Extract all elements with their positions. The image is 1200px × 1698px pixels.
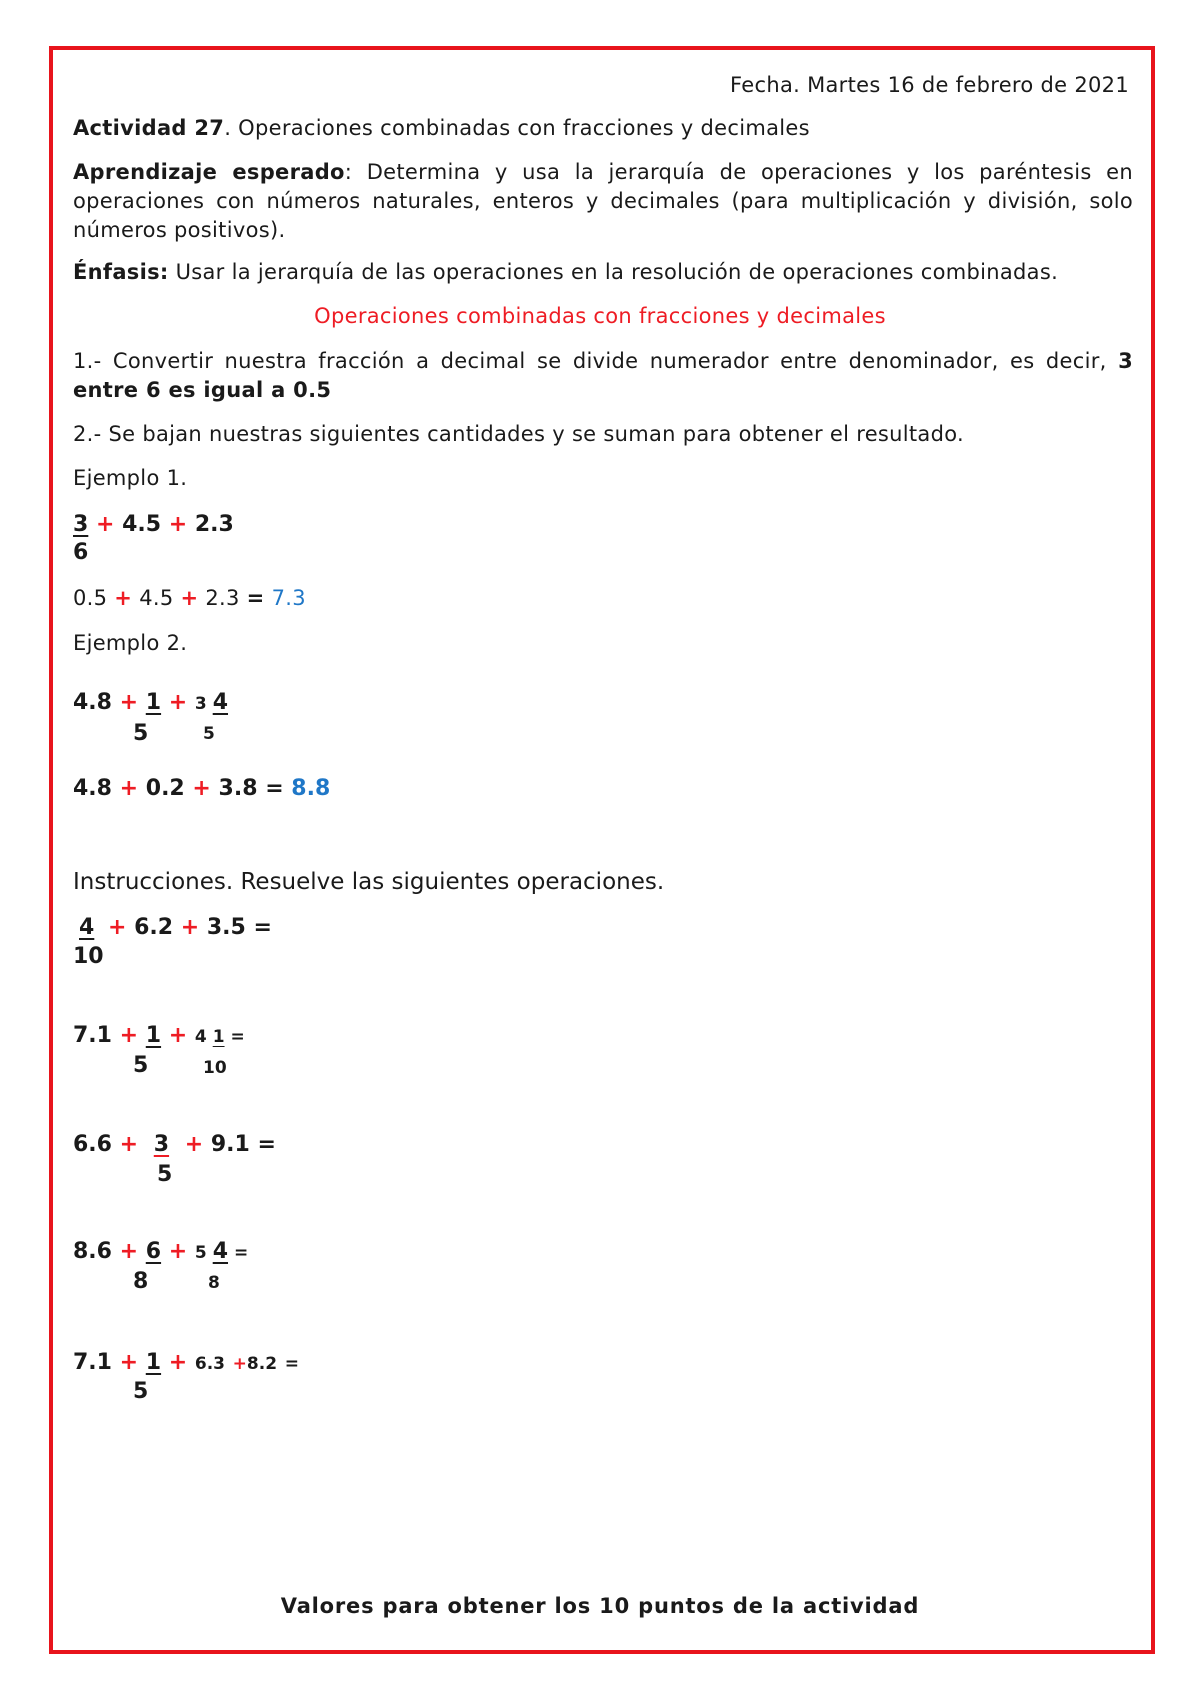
exercise-5	[73, 1349, 299, 1377]
learning-text: : Determina y usa la jerarquía de operaciones y los paréntesis en operaciones con números naturales, enteros y decimales (para multiplicación y división, solo números positivos).	[73, 160, 1133, 242]
plus-sign: +	[119, 1132, 139, 1157]
mixed-whole: 4	[194, 1027, 207, 1047]
plus-sign: +	[168, 1239, 188, 1264]
plus-sign: +	[119, 690, 139, 715]
step1-bold: 3 entre 6 es igual a 0.5	[73, 349, 1133, 402]
plus-sign: +	[184, 1132, 204, 1157]
equals-sign: =	[253, 915, 272, 940]
plus-sign: +	[95, 512, 115, 537]
emphasis-text: Usar la jerarquía de las operaciones en la resolución de operaciones combinadas.	[168, 260, 1059, 284]
term: 4.5	[139, 586, 174, 610]
fraction-numerator: 4	[79, 915, 95, 940]
plus-sign: +	[232, 1354, 247, 1374]
example2-expression	[73, 689, 234, 717]
example1-expression	[73, 511, 234, 539]
term: 0.2	[145, 776, 185, 801]
term: 8.6	[73, 1239, 112, 1264]
example1-label: Ejemplo 1.	[73, 466, 188, 490]
exercise-2	[73, 1022, 245, 1050]
step1-text: 1.- Convertir nuestra fracción a decimal se divide numerador entre denominador, es decir,	[73, 349, 1119, 373]
plus-sign: +	[119, 1023, 139, 1048]
result-value: 7.3	[271, 586, 306, 610]
term: 4.5	[122, 512, 162, 537]
step2-line: 2.- Se bajan nuestras siguientes cantidades y se suman para obtener el resultado.	[73, 422, 964, 446]
page-border	[49, 46, 1155, 1654]
exercise-1	[73, 914, 272, 942]
footer-note: Valores para obtener los 10 puntos de la actividad	[280, 1594, 920, 1618]
term: 7.1	[73, 1350, 112, 1375]
example2-label: Ejemplo 2.	[73, 631, 188, 655]
plus-sign: +	[119, 1239, 139, 1264]
fraction-numerator: 3	[73, 512, 89, 537]
equals-sign: =	[246, 586, 265, 610]
term: 0.5	[73, 586, 108, 610]
plus-sign: +	[114, 586, 133, 610]
plus-sign: +	[119, 776, 139, 801]
fraction-denominator: 6	[73, 540, 89, 565]
example1-solution	[73, 584, 306, 613]
mixed-denominator: 8	[208, 1273, 220, 1293]
term: 4.8	[73, 776, 112, 801]
term: 9.1	[210, 1132, 250, 1157]
fraction-denominator: 5	[133, 1379, 149, 1404]
term: 6.3	[194, 1354, 225, 1374]
fraction-numerator: 3	[153, 1132, 170, 1157]
equals-sign: =	[265, 776, 284, 801]
fraction-denominator: 5	[157, 1162, 173, 1187]
plus-sign: +	[119, 1350, 139, 1375]
example2-solution	[73, 775, 330, 803]
plus-sign: +	[168, 1023, 188, 1048]
plus-sign: +	[107, 915, 127, 940]
date-line: Fecha. Martes 16 de febrero de 2021	[730, 73, 1129, 97]
plus-sign: +	[180, 586, 199, 610]
result-value: 8.8	[291, 776, 331, 801]
section-title: Operaciones combinadas con fracciones y decimales	[314, 304, 886, 328]
plus-sign: +	[168, 512, 188, 537]
equals-sign: =	[257, 1132, 276, 1157]
mixed-numerator: 4	[212, 690, 229, 715]
mixed-whole: 5	[194, 1243, 207, 1263]
activity-label: Actividad 27	[73, 116, 225, 140]
activity-title	[73, 114, 810, 143]
term: 6.6	[73, 1132, 112, 1157]
exercise-3	[73, 1131, 276, 1159]
equals-sign: =	[230, 1027, 245, 1047]
term: 3.8	[218, 776, 258, 801]
emphasis-label: Énfasis:	[73, 260, 169, 284]
fraction-denominator: 8	[133, 1269, 149, 1294]
term: 2.3	[194, 512, 234, 537]
activity-text: . Operaciones combinadas con fracciones y decimales	[224, 116, 810, 140]
fraction-numerator: 1	[145, 690, 162, 715]
fraction-numerator: 1	[145, 1350, 162, 1375]
plus-sign: +	[180, 915, 200, 940]
equals-sign: =	[234, 1243, 249, 1263]
learning-paragraph	[73, 158, 1133, 245]
exercise-4	[73, 1238, 248, 1266]
emphasis-line	[73, 258, 1058, 287]
fraction-denominator: 5	[133, 1053, 149, 1078]
fraction-numerator: 1	[145, 1023, 162, 1048]
plus-sign: +	[168, 690, 188, 715]
term: 7.1	[73, 1023, 112, 1048]
plus-sign: +	[168, 1350, 188, 1375]
fraction-numerator: 6	[145, 1239, 162, 1264]
mixed-numerator: 4	[212, 1239, 229, 1264]
equals-sign: =	[284, 1354, 299, 1374]
term: 6.2	[134, 915, 174, 940]
learning-label: Aprendizaje esperado	[73, 160, 345, 184]
plus-sign: +	[192, 776, 211, 801]
fraction-denominator: 10	[73, 944, 104, 969]
mixed-denominator: 5	[203, 724, 215, 744]
step1-paragraph	[73, 347, 1133, 405]
term: 8.2	[246, 1354, 278, 1374]
term: 4.8	[73, 690, 112, 715]
fraction-denominator: 5	[133, 721, 149, 746]
mixed-numerator: 1	[212, 1027, 225, 1047]
mixed-whole: 3	[194, 694, 207, 714]
instructions-heading: Instrucciones. Resuelve las siguientes operaciones.	[73, 869, 665, 895]
term: 3.5	[206, 915, 246, 940]
term: 2.3	[205, 586, 240, 610]
mixed-denominator: 10	[203, 1058, 227, 1078]
